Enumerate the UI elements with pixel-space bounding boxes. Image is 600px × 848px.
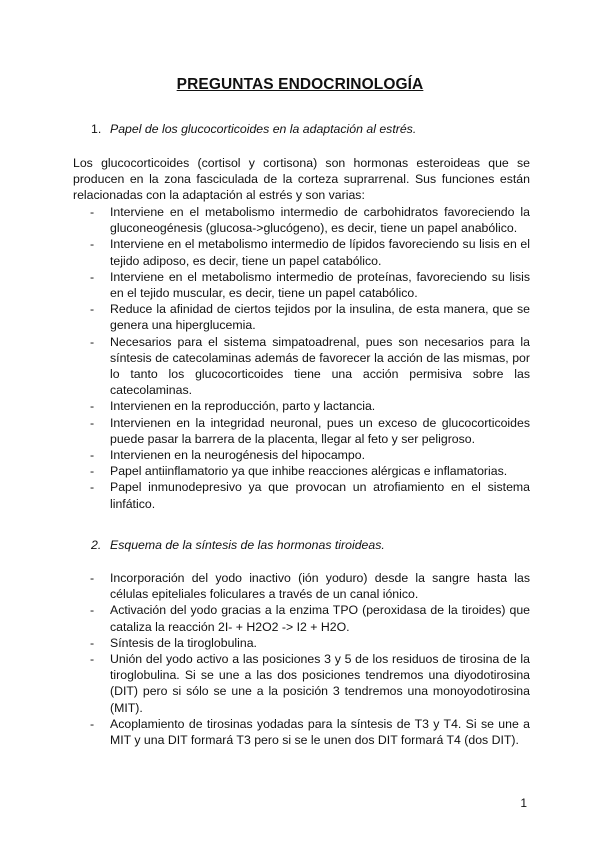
section-1-heading-text: Papel de los glucocorticoides en la adaptación al estrés. bbox=[110, 122, 417, 136]
list-item bbox=[73, 463, 530, 479]
list-item-text: Síntesis de la tiroglobulina. bbox=[110, 635, 257, 650]
list-item bbox=[73, 651, 530, 716]
list-item-text: Papel inmunodepresivo ya que provocan un atrofiamiento en el sistema linfático. bbox=[110, 480, 530, 511]
list-item-text: Reduce la afinidad de ciertos tejidos por la insulina, de esta manera, que se genera una hiperglucemia. bbox=[110, 302, 530, 333]
dash-bullet: - bbox=[90, 464, 95, 479]
dash-bullet: - bbox=[90, 269, 95, 284]
section-2-list bbox=[73, 570, 530, 748]
section-2-heading-text: Esquema de la síntesis de las hormonas tiroideas. bbox=[110, 538, 385, 552]
dash-bullet: - bbox=[90, 399, 95, 414]
list-item bbox=[73, 479, 530, 511]
list-item bbox=[73, 635, 530, 651]
dash-bullet: - bbox=[90, 603, 95, 618]
list-item-text: Unión del yodo activo a las posiciones 3 y 5 de los residuos de tirosina de la tiroglobulina. Si se une a las dos posiciones tendremos una diyodotirosina (DIT) pero si sólo se une a la posición 3 tendremos una monoyodotirosina (MIT). bbox=[110, 652, 530, 715]
list-item bbox=[73, 204, 530, 236]
section-2-number: 2. bbox=[91, 538, 102, 552]
list-item-text: Intervienen en la integridad neuronal, pues un exceso de glucocorticoides puede pasar la barrera de la placenta, llegar al feto y ser peligroso. bbox=[110, 415, 530, 446]
list-item bbox=[73, 415, 530, 447]
list-item-text: Activación del yodo gracias a la enzima TPO (peroxidasa de la tiroides) que cataliza la reacción 2I- + H2O2 -> I2 + H2O. bbox=[110, 603, 530, 634]
list-item-text: Interviene en el metabolismo intermedio de carbohidratos favoreciendo la gluconeogénesis (glucosa->glucógeno), es decir, tiene un papel anabólico. bbox=[110, 205, 530, 236]
list-item-text: Intervienen en la reproducción, parto y lactancia. bbox=[110, 399, 376, 414]
list-item bbox=[73, 398, 530, 414]
page-title: PREGUNTAS ENDOCRINOLOGÍA bbox=[176, 76, 424, 93]
section-1-heading bbox=[91, 121, 416, 137]
dash-bullet: - bbox=[90, 302, 95, 317]
dash-bullet: - bbox=[90, 716, 95, 731]
list-item-text: Interviene en el metabolismo intermedio de lípidos favoreciendo su lisis en el tejido adiposo, es decir, tiene un papel catabólico. bbox=[110, 237, 530, 268]
dash-bullet: - bbox=[90, 652, 95, 667]
section-1-intro: Los glucocorticoides (cortisol y cortisona) son hormonas esteroideas que se producen en la zona fasciculada de la corteza suprarrenal. Sus funciones están relacionadas con la adaptación al estrés y son varias: bbox=[73, 156, 530, 203]
list-item bbox=[73, 301, 530, 333]
list-item bbox=[73, 236, 530, 268]
section-2-heading bbox=[91, 537, 385, 553]
list-item-text: Intervienen en la neurogénesis del hipocampo. bbox=[110, 448, 365, 463]
list-item-text: Necesarios para el sistema simpatoadrenal, pues son necesarios para la síntesis de catecolaminas además de favorecer la acción de las mismas, por lo tanto los glucocorticoides tiene una acción permisiva sobre las catecolaminas. bbox=[110, 334, 530, 398]
dash-bullet: - bbox=[90, 571, 95, 585]
list-item-text: Incorporación del yodo inactivo (ión yoduro) desde la sangre hasta las células epiteliales foliculares a través de un canal iónico. bbox=[110, 571, 530, 602]
list-item-text: Acoplamiento de tirosinas yodadas para la síntesis de T3 y T4. Si se une a MIT y una DIT formará T3 pero si se le unen dos DIT formará T4 (dos DIT). bbox=[110, 716, 530, 748]
section-1-list bbox=[73, 204, 530, 512]
dash-bullet: - bbox=[90, 205, 95, 219]
dash-bullet: - bbox=[90, 448, 95, 463]
list-item bbox=[73, 269, 530, 301]
list-item-text: Papel antiinflamatorio ya que inhibe reacciones alérgicas e inflamatorias. bbox=[110, 464, 508, 479]
list-item bbox=[73, 570, 530, 602]
list-item bbox=[73, 602, 530, 634]
dash-bullet: - bbox=[90, 635, 95, 650]
list-item bbox=[73, 716, 530, 748]
list-item bbox=[73, 447, 530, 463]
list-item-text: Interviene en el metabolismo intermedio de proteínas, favoreciendo su lisis en el tejido muscular, es decir, tiene un papel catabólico. bbox=[110, 269, 530, 301]
section-1-number: 1. bbox=[91, 122, 102, 136]
dash-bullet: - bbox=[90, 415, 95, 430]
dash-bullet: - bbox=[90, 480, 95, 495]
dash-bullet: - bbox=[90, 334, 95, 349]
list-item bbox=[73, 334, 530, 399]
page-number: 1 bbox=[520, 796, 527, 810]
dash-bullet: - bbox=[90, 237, 95, 252]
